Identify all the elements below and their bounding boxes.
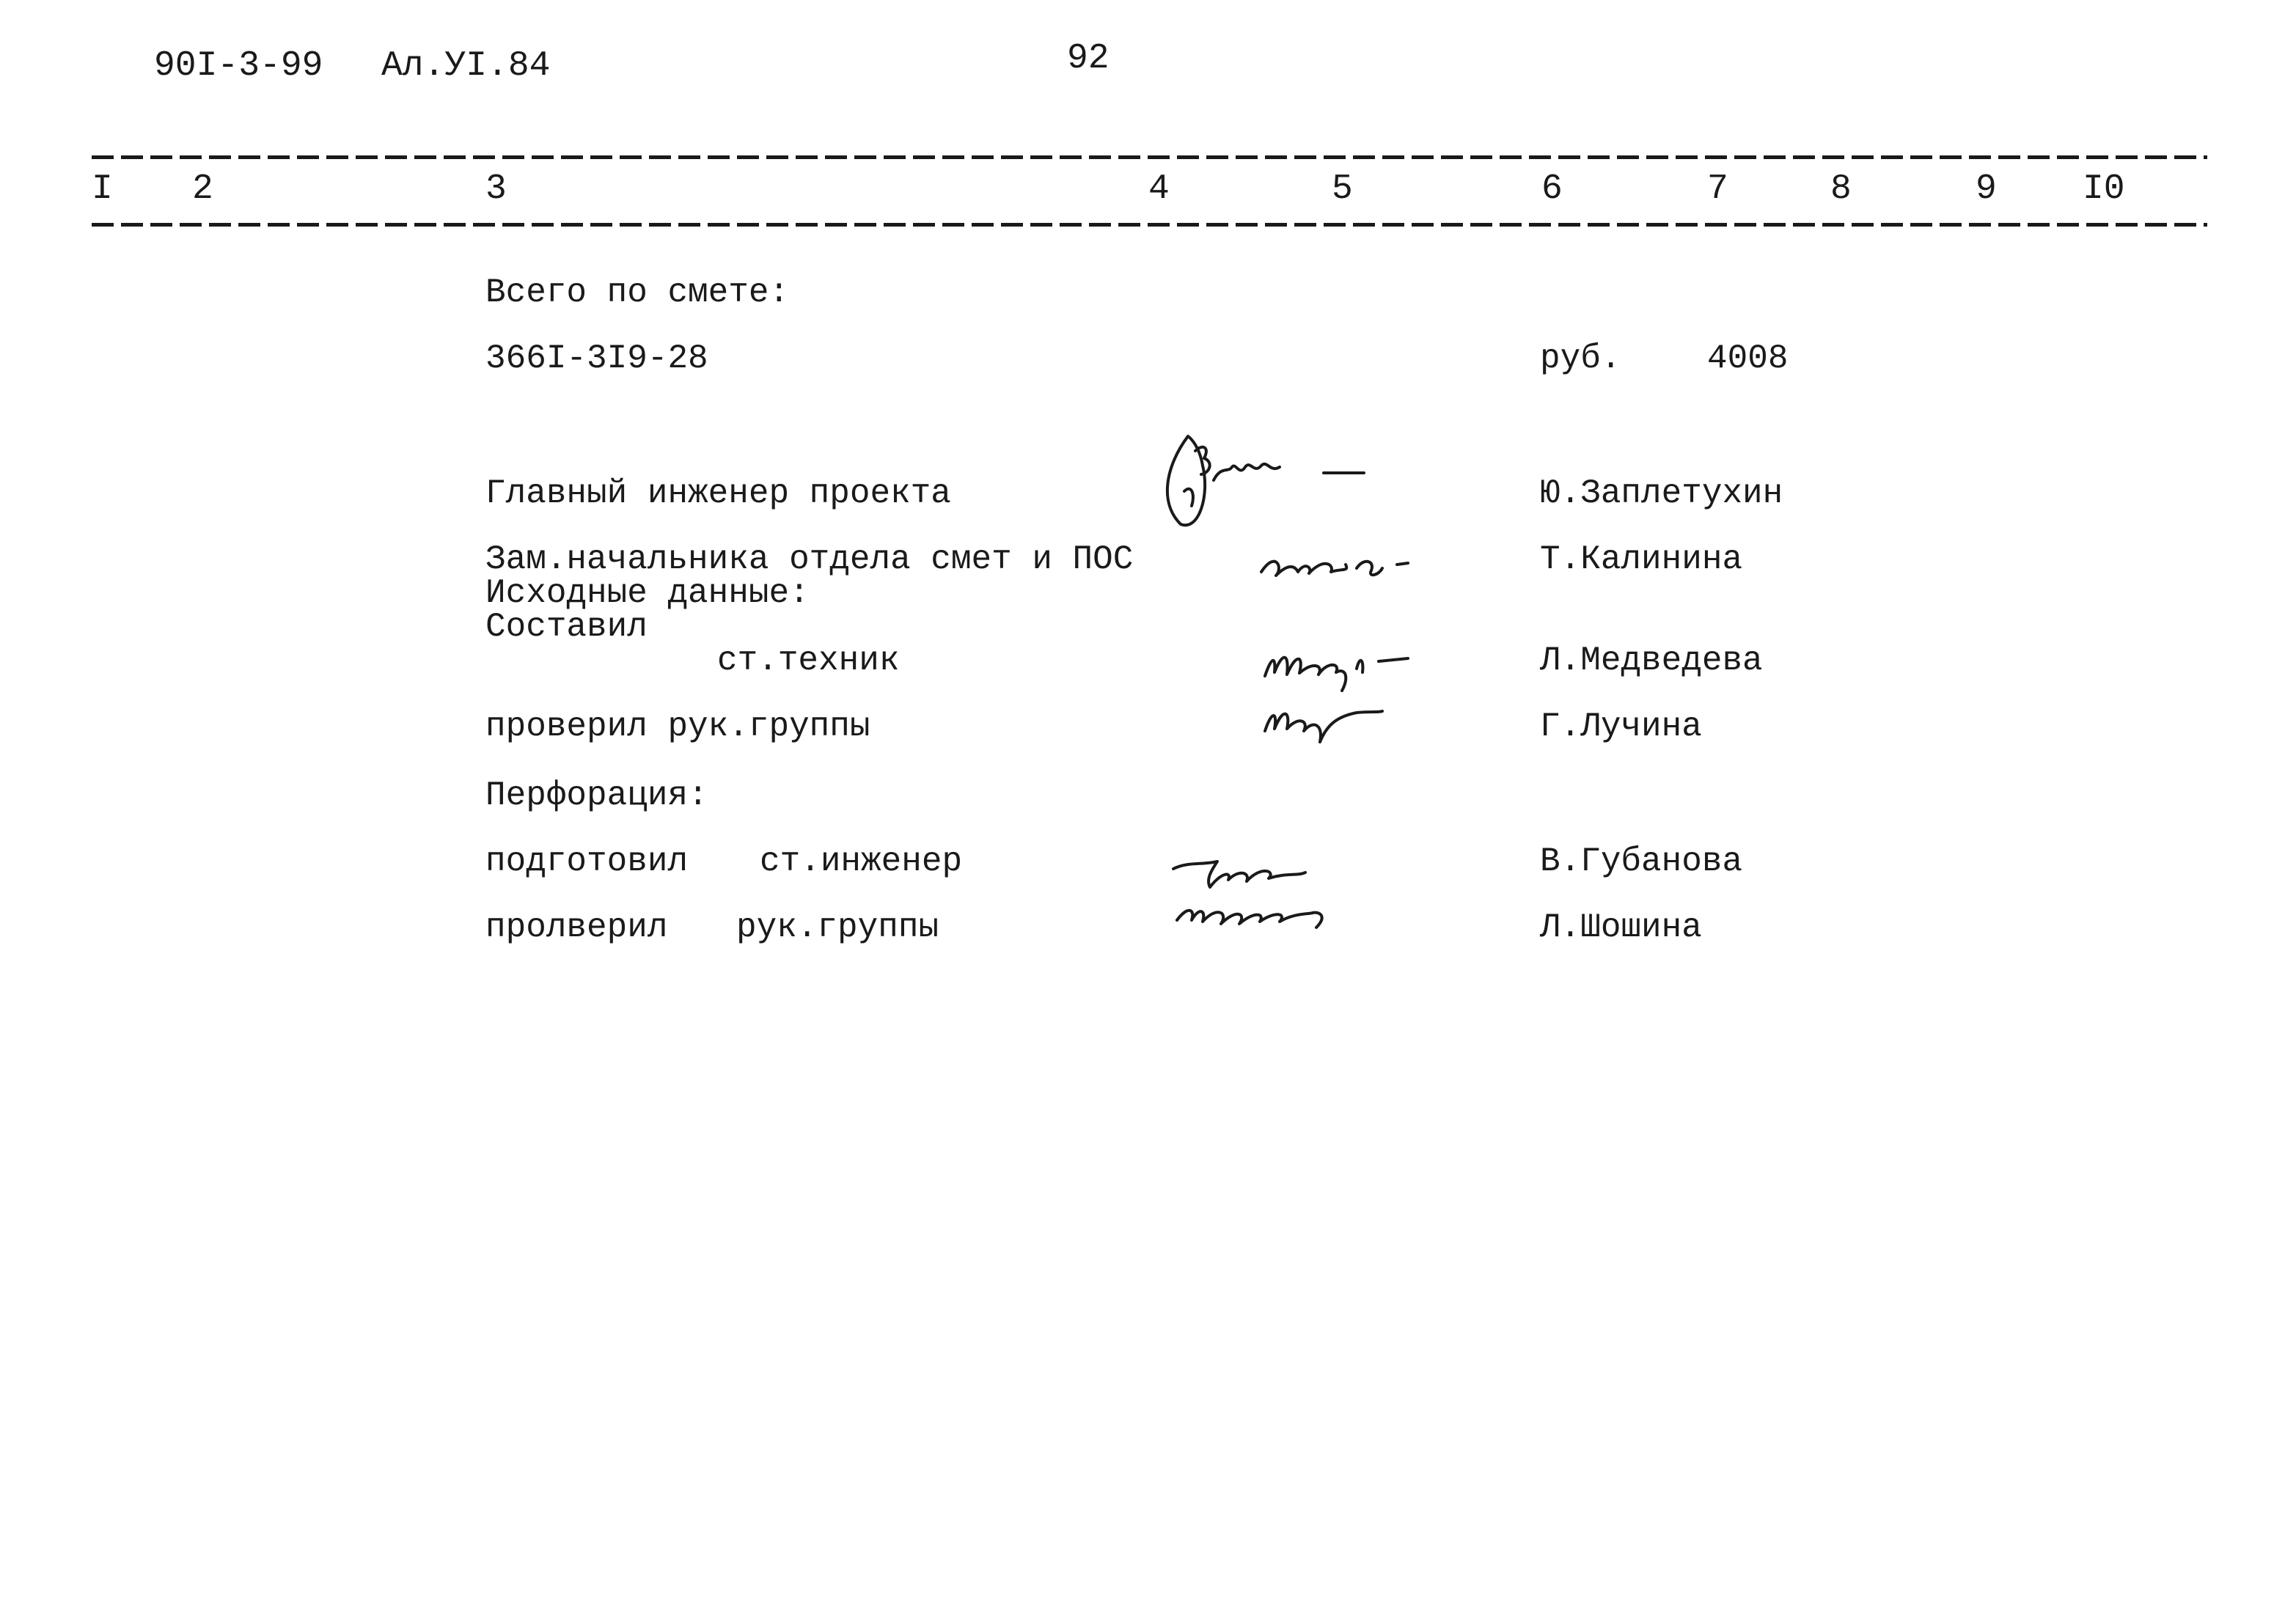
- column-number: I: [92, 169, 113, 209]
- column-number: 4: [1148, 169, 1170, 209]
- signature-verified-by: [1166, 891, 1371, 942]
- deputy-head-name: Т.Калинина: [1540, 540, 1743, 578]
- verified-by-role: рук.группы: [736, 908, 939, 947]
- currency-unit: руб.: [1540, 339, 1621, 378]
- prepared-by-role: ст.инженер: [760, 842, 963, 881]
- column-number: 3: [485, 169, 507, 209]
- total-amount: 4008: [1707, 339, 1789, 378]
- chief-engineer-role: Главный инженер проекта: [485, 474, 951, 512]
- column-number: 8: [1830, 169, 1852, 209]
- column-number: 5: [1332, 169, 1353, 209]
- column-number: 9: [1976, 169, 1997, 209]
- compiled-by-role: ст.техник: [717, 642, 900, 680]
- signature-checked-by: [1254, 691, 1415, 749]
- signature-deputy-head: [1254, 535, 1430, 594]
- album-code: Ал.УI.84: [381, 46, 551, 86]
- deputy-head-role: Зам.начальника отдела смет и ПОС: [485, 540, 1134, 578]
- source-data-label: Исходные данные:: [485, 574, 810, 612]
- chief-engineer-name: Ю.Заплетухин: [1540, 474, 1783, 512]
- perforation-label: Перфорация:: [485, 776, 708, 815]
- column-number: I0: [2083, 169, 2125, 209]
- compiled-by-name: Л.Медведева: [1540, 642, 1763, 680]
- page-number: 92: [1067, 39, 1110, 78]
- verified-by-name: Л.Шошина: [1540, 908, 1702, 947]
- checked-by-name: Г.Лучина: [1540, 708, 1702, 746]
- totals-label: Всего по смете:: [485, 273, 790, 312]
- document-code: 90I-3-99: [154, 46, 323, 86]
- compiled-label: Составил: [485, 608, 648, 646]
- estimate-code: 366I-3I9-28: [485, 339, 708, 378]
- checked-by-role: проверил рук.группы: [485, 708, 870, 746]
- signature-chief-engineer: [1159, 422, 1393, 539]
- column-number: 2: [192, 169, 213, 209]
- signature-compiled-by: [1254, 632, 1445, 698]
- column-number: 7: [1707, 169, 1728, 209]
- prepared-by-name: В.Губанова: [1540, 842, 1743, 881]
- prepared-by-prefix: подготовил: [485, 842, 689, 881]
- table-top-rule: [92, 155, 2207, 159]
- column-number: 6: [1541, 169, 1563, 209]
- table-bottom-rule: [92, 223, 2207, 227]
- verified-by-prefix: пролверил: [485, 908, 668, 947]
